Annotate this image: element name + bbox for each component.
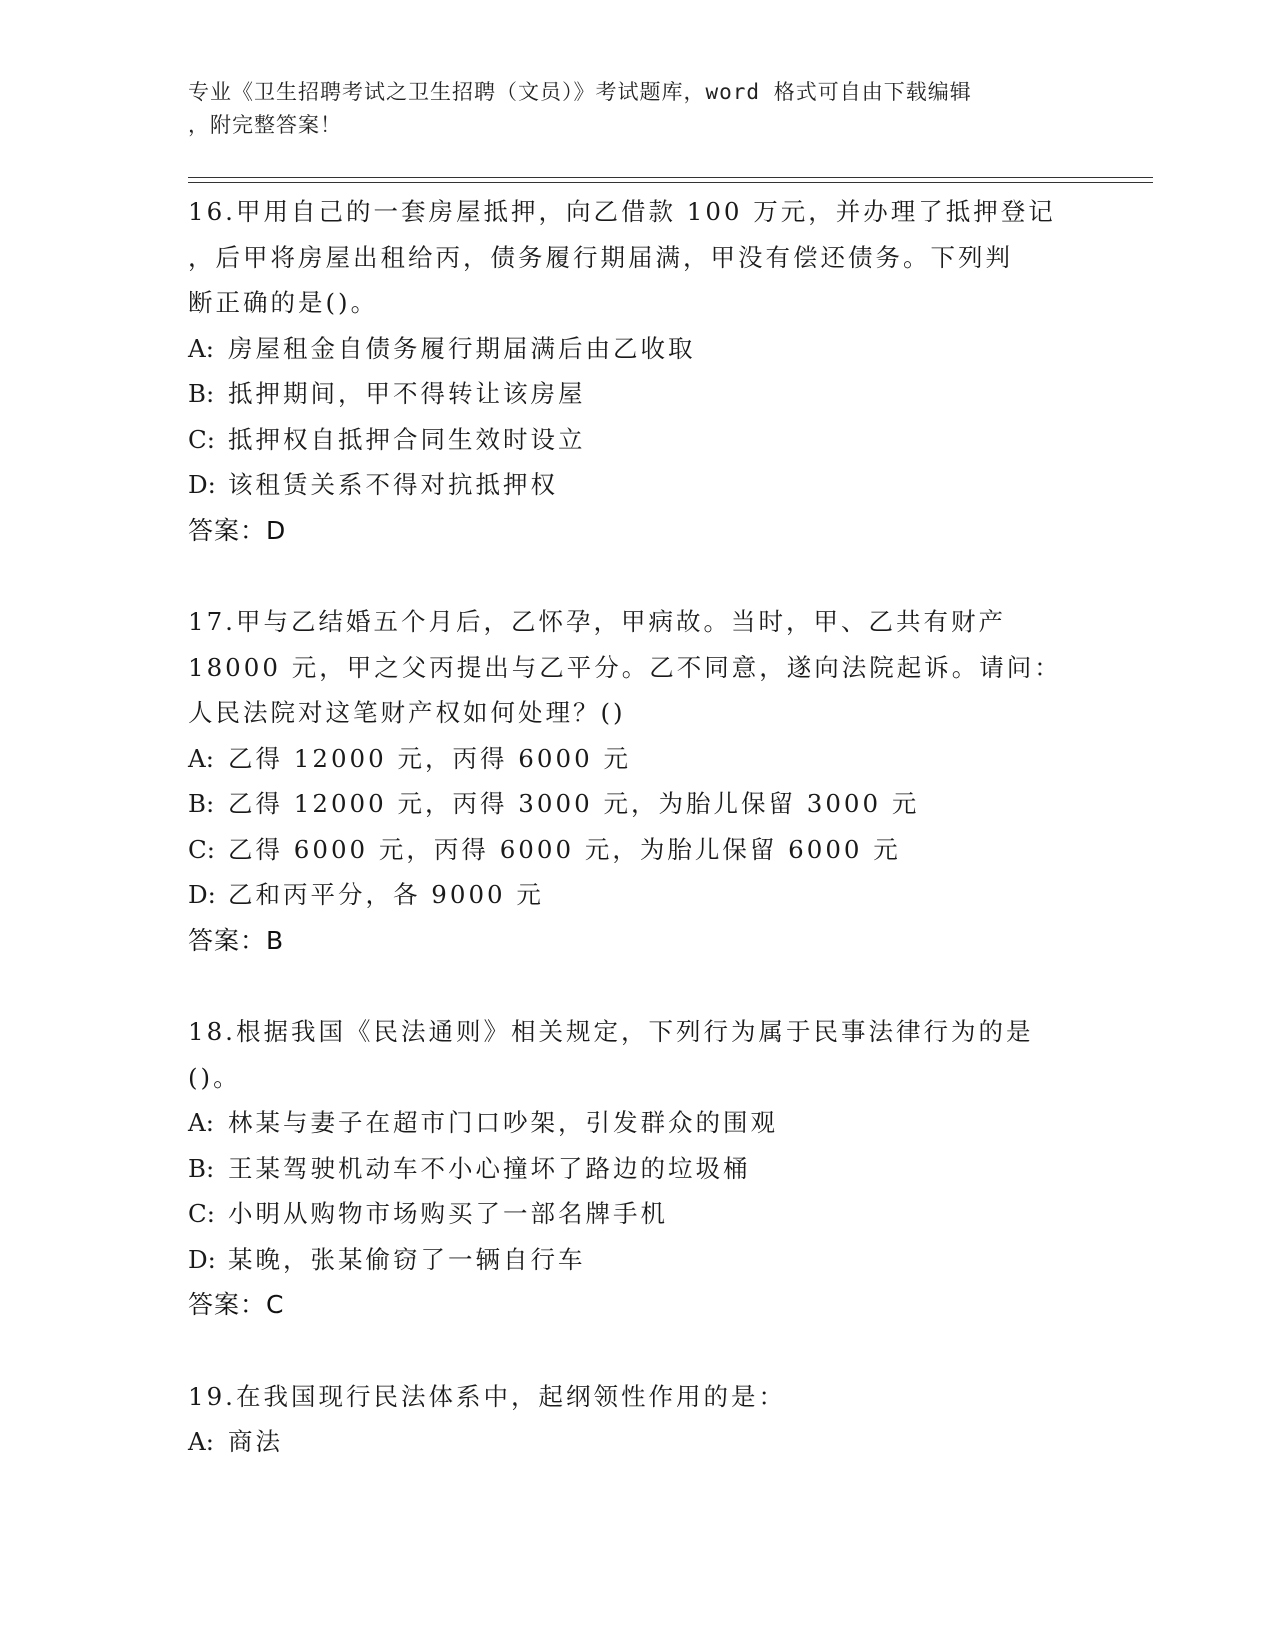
question-stem: [188, 1374, 1088, 1420]
option-letter: D:: [188, 470, 216, 499]
option-letter: C:: [188, 424, 216, 454]
question-stem: [188, 1009, 1088, 1100]
option-letter: C:: [188, 834, 216, 864]
option-b: [188, 781, 1088, 827]
option-text: 抵押期间，甲不得转让该房屋: [228, 379, 586, 408]
option-letter: B:: [188, 379, 215, 408]
stem-line: 16.甲用自己的一套房屋抵押，向乙借款 100 万元，并办理了抵押登记: [188, 197, 1056, 226]
option-d: [188, 872, 1088, 918]
option-d: [188, 462, 1088, 508]
option-text: 该租赁关系不得对抗抵押权: [228, 470, 558, 499]
option-b: [188, 1146, 1088, 1192]
option-text: 抵押权自抵押合同生效时设立: [228, 424, 586, 454]
option-a: [188, 1100, 1088, 1146]
option-letter: A:: [188, 1427, 214, 1456]
question-stem: [188, 599, 1088, 736]
option-a: [188, 326, 1088, 372]
option-text: 乙得 12000 元，丙得 3000 元，为胎儿保留 3000 元: [228, 789, 920, 818]
question-17: [188, 599, 1088, 963]
answer-label: 答案：B: [188, 925, 285, 955]
option-b: [188, 371, 1088, 417]
option-text: 商法: [228, 1427, 283, 1456]
option-text: 某晚，张某偷窃了一辆自行车: [228, 1244, 586, 1274]
option-letter: A:: [188, 743, 214, 773]
option-letter: C:: [188, 1199, 216, 1228]
option-text: 房屋租金自债务履行期届满后由乙收取: [228, 333, 696, 363]
header-divider-top: [188, 177, 1153, 178]
stem-line: ()。: [188, 1062, 241, 1092]
question-list: [188, 189, 1088, 1511]
header-line: 专业《卫生招聘考试之卫生招聘（文员）》考试题库，word 格式可自由下载编辑: [188, 80, 972, 104]
option-c: [188, 1191, 1088, 1237]
option-letter: B:: [188, 1153, 215, 1183]
option-letter: D:: [188, 880, 216, 909]
header-line: ，附完整答案！: [188, 113, 342, 137]
question-16: [188, 189, 1088, 553]
option-text: 王某驾驶机动车不小心撞坏了路边的垃圾桶: [228, 1153, 751, 1183]
option-text: 乙得 12000 元，丙得 6000 元: [228, 743, 631, 773]
stem-line: 人民法院对这笔财产权如何处理？(): [188, 698, 626, 727]
option-letter: D:: [188, 1244, 216, 1274]
option-c: [188, 417, 1088, 463]
option-a: [188, 1419, 1088, 1465]
option-c: [188, 827, 1088, 873]
option-a: [188, 736, 1088, 782]
option-text: 乙得 6000 元，丙得 6000 元，为胎儿保留 6000 元: [228, 834, 901, 864]
stem-line: 断正确的是()。: [188, 288, 379, 317]
option-text: 林某与妻子在超市门口吵架，引发群众的围观: [228, 1108, 778, 1137]
question-18: [188, 1009, 1088, 1328]
option-letter: A:: [188, 1108, 214, 1137]
question-19: [188, 1374, 1088, 1465]
stem-line: 19.在我国现行民法体系中，起纲领性作用的是：: [188, 1381, 786, 1411]
stem-line: ，后甲将房屋出租给丙，债务履行期届满，甲没有偿还债务。下列判: [188, 242, 1013, 272]
stem-line: 17.甲与乙结婚五个月后，乙怀孕，甲病故。当时，甲、乙共有财产: [188, 607, 1006, 636]
option-letter: A:: [188, 333, 214, 363]
option-letter: B:: [188, 789, 215, 818]
stem-line: 18000 元，甲之父丙提出与乙平分。乙不同意，遂向法院起诉。请问：: [188, 652, 1062, 682]
header-divider-bottom: [188, 182, 1153, 183]
answer-label: 答案：C: [188, 1290, 285, 1319]
question-stem: [188, 189, 1088, 326]
option-text: 乙和丙平分，各 9000 元: [228, 880, 544, 909]
document-header: [188, 76, 1078, 142]
stem-line: 18.根据我国《民法通则》相关规定，下列行为属于民事法律行为的是: [188, 1017, 1034, 1046]
answer-label: 答案：D: [188, 515, 287, 545]
option-d: [188, 1237, 1088, 1283]
option-text: 小明从购物市场购买了一部名牌手机: [228, 1199, 668, 1228]
